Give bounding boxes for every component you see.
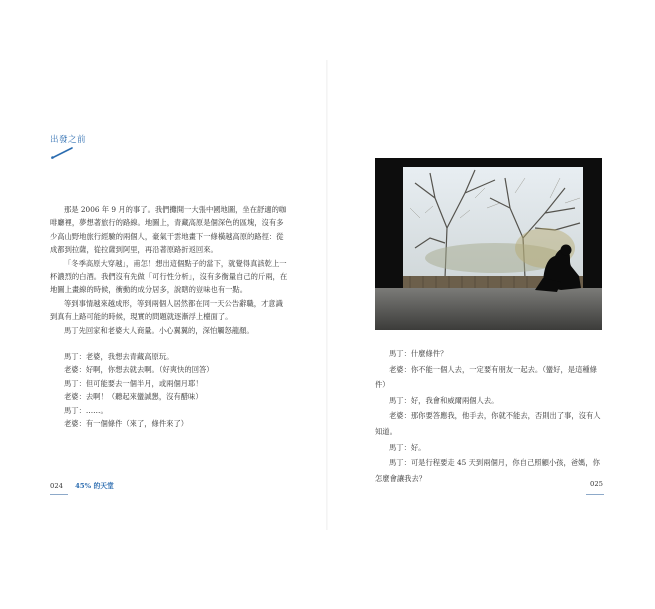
gutter-shadow <box>326 60 328 530</box>
paragraph: 那是 2006 年 9 月的事了。我們攤開一大張中國地圖，坐在舒適的咖啡廳裡，夢想著旅行的路線。地圖上，青藏高原是個深色的區塊，沒有多少高山野地旅行經驗的兩個人，豪氣干雲地畫下一條橫越高原的路徑：從成都到拉薩，從拉薩到阿里，再沿著原路折返回來。 <box>50 205 287 255</box>
footer-rule-left <box>50 494 68 495</box>
dialogue-line: 老婆：去啊！（聽起來蠻誠懇，沒有醋味） <box>64 392 203 402</box>
footer-rule-right <box>586 494 604 495</box>
dialogue-line: 馬丁：好，我會和威爾兩個人去。 <box>389 395 499 405</box>
pen-icon <box>50 146 80 160</box>
paragraph: 等到事情越來越成形，等到兩個人居然都在同一天公告辭職，才意識到真有上路可能的時候，現實的問題就逐漸浮上檯面了。 <box>50 298 283 322</box>
photo-illustration <box>375 158 602 330</box>
dialogue-line: 馬丁：老婆，我想去青藏高原玩。 <box>64 352 174 362</box>
dialogue-line: 馬丁：……。 <box>64 405 108 415</box>
left-footer <box>50 480 114 490</box>
dialogue-line: 老婆：有一個條件（來了，條件來了） <box>64 419 189 429</box>
running-book-title: 45% 的天堂 <box>75 482 114 490</box>
dialogue-line: 老婆：你不能一個人去，一定要有朋友一起去。（蠻好，是這種條件） <box>375 364 597 390</box>
dialogue-line: 馬丁：但可能要去一個半月，或兩個月耶！ <box>64 378 203 388</box>
dialogue-line: 馬丁：可是行程要走 45 天到兩個月，你自己照顧小孩，爸媽，你怎麼會讓我去？ <box>375 458 600 483</box>
photo-window-silhouette <box>375 158 602 330</box>
dialogue-line: 馬丁：好。 <box>389 442 426 452</box>
page-number-left: 024 <box>50 482 63 490</box>
dialogue-line: 馬丁：什麼條件？ <box>389 349 448 358</box>
paragraph: 馬丁先回家和老婆大人商量。小心翼翼的，深怕觸怒龍顏。 <box>64 325 254 335</box>
paragraph: 「冬季高原大穿越」，甫怎！想出這個點子的當下，就覺得真該乾上一杯濃烈的白酒。我們沒有先做「可行性分析」，沒有多衡量自己的斤兩，在地圖上畫線的時候，衝動的成分居多，說瞎的豈味也有一點。 <box>50 258 288 295</box>
chapter-title: 出發之前 <box>50 135 87 145</box>
page-number-right: 025 <box>590 480 603 488</box>
right-body-text <box>375 346 605 486</box>
dialogue-line: 老婆：好啊，你想去就去啊。（好爽快的回答） <box>64 365 214 375</box>
left-body-text <box>50 203 290 431</box>
dialogue-line: 老婆：那你要答應我，他手去，你就不能去，否則出了事，沒有人知道。 <box>375 411 601 436</box>
